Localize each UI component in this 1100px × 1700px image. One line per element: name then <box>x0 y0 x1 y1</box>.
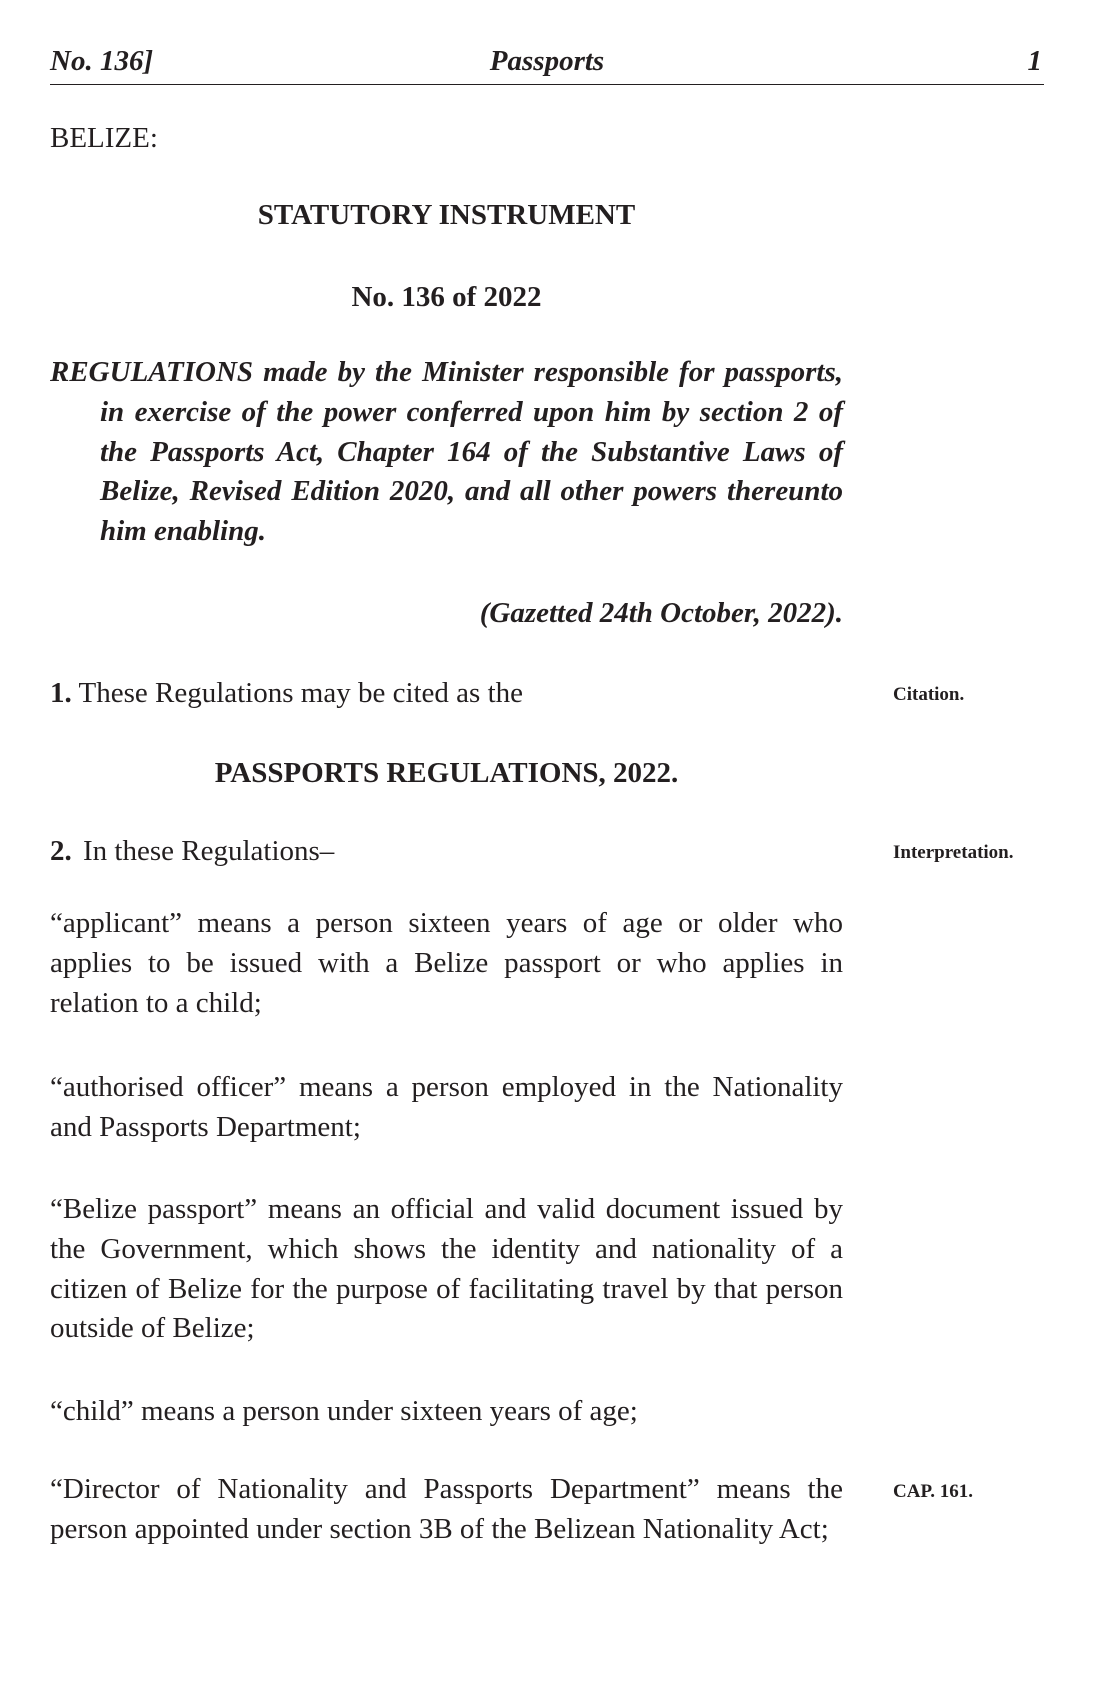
header-title: Passports <box>489 45 605 77</box>
definition-authorised-officer: “authorised officer” means a person employed in the Nationality and Passports Department; <box>50 1071 843 1143</box>
marginal-note-citation: Citation. <box>893 684 965 705</box>
marginal-note-interpretation: Interpretation. <box>893 842 1014 863</box>
definition-child: “child” means a person under sixteen years of age; <box>50 1395 638 1427</box>
header-page-number: 1 <box>1027 45 1042 77</box>
instrument-number-heading: No. 136 of 2022 <box>351 281 542 313</box>
running-header <box>50 44 1044 85</box>
short-title: PASSPORTS REGULATIONS, 2022. <box>214 757 679 789</box>
section-2 <box>50 834 843 868</box>
section-number: 2. <box>50 835 72 867</box>
section-number: 1. <box>50 677 72 709</box>
section-1 <box>50 676 843 710</box>
gazette-date: (Gazetted 24th October, 2022). <box>479 597 843 629</box>
instrument-type-heading: STATUTORY INSTRUMENT <box>257 199 636 231</box>
definition-belize-passport: “Belize passport” means an official and valid document issued by the Government, which shows the identity and nationality of a citizen of Belize for the purpose of facilitating travel by that person outside of Belize; <box>50 1193 843 1345</box>
country-heading: BELIZE: <box>50 122 158 154</box>
section-text: In these Regulations– <box>83 835 335 867</box>
definition-director: “Director of Nationality and Passports Department” means the person appointed under section 3B of the Belizean Nationality Act; <box>50 1473 843 1545</box>
section-text: These Regulations may be cited as the <box>78 677 524 709</box>
definition-applicant: “applicant” means a person sixteen years of age or older who applies to be issued with a Belize passport or who applies in relation to a child; <box>50 907 843 1019</box>
marginal-note-cap-161: CAP. 161. <box>893 1481 974 1502</box>
header-instrument-number: No. 136] <box>50 45 154 77</box>
enacting-preamble: REGULATIONS made by the Minister responsible for passports, in exercise of the power conferred upon him by section 2 of the Passports Act, Chapter 164 of the Substantive Laws of Belize, Revised Edition 2020, and all other powers thereunto him enabling. <box>50 356 843 548</box>
